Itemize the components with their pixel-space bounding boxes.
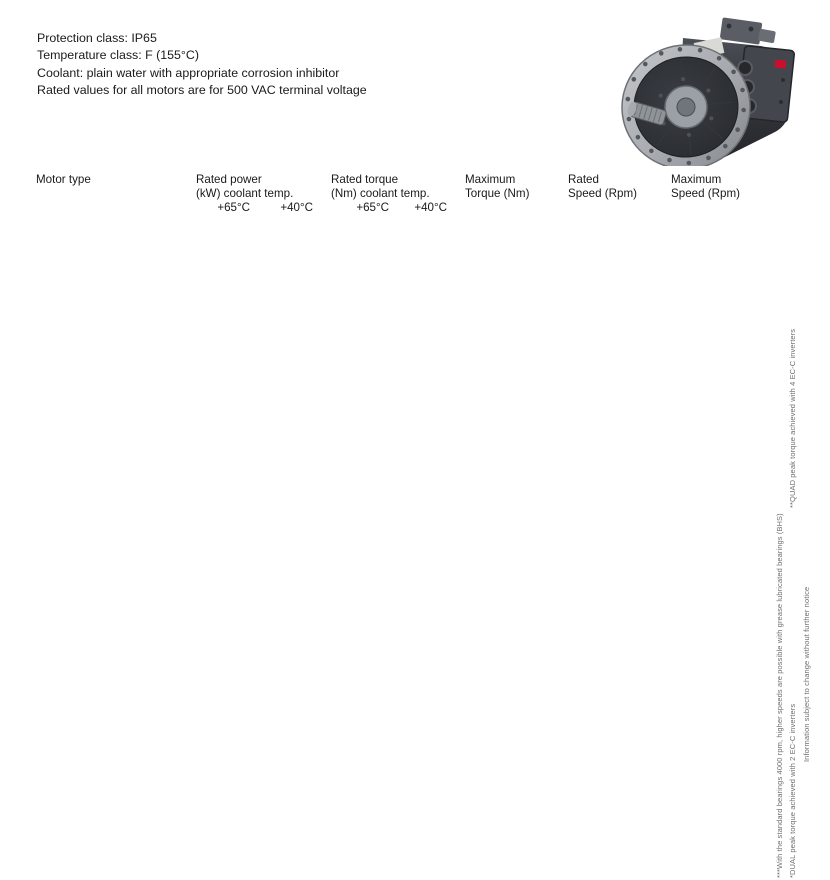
footnote-dual: *DUAL peak torque achieved with 2 EC-C inverters (788, 703, 797, 878)
header-power-65: +65°C (217, 201, 250, 214)
header-torque-40: +40°C (414, 201, 448, 214)
red-brand-label (775, 59, 787, 68)
header-max-torque-2: Torque (Nm) (465, 187, 530, 200)
header-max-speed-1: Maximum (671, 173, 722, 186)
header-rated-power: Rated power (196, 173, 262, 186)
header-rated-torque-sub: (Nm) coolant temp. (331, 187, 430, 200)
header-rated-speed-2: Speed (Rpm) (568, 187, 637, 200)
header-motor-type: Motor type (36, 173, 91, 186)
protection-class-line: Protection class: IP65 (37, 31, 157, 45)
header-rated-torque: Rated torque (331, 173, 399, 186)
motor-photo (593, 8, 830, 166)
footnote-subject-to-change: Information subject to change without further notice (802, 586, 811, 762)
footnote-quad: **QUAD peak torque achieved with 4 EC-C inverters (788, 328, 797, 508)
header-power-40: +40°C (280, 201, 313, 214)
header-rated-speed-1: Rated (568, 173, 599, 186)
footnote-bearings: ***With the standard bearings 4000 rpm, higher speeds are possible with grease lubricated bearings (BHS) (775, 513, 784, 878)
header-max-speed-2: Speed (Rpm) (671, 187, 740, 200)
motor-top-bracket (720, 17, 776, 44)
temperature-class-line: Temperature class: F (155°C) (37, 48, 199, 63)
table-header (33, 172, 780, 215)
spec-table (33, 172, 780, 215)
header-max-torque-1: Maximum (465, 173, 516, 186)
header-rated-power-sub: (kW) coolant temp. (196, 187, 294, 200)
header-torque-65: +65°C (356, 201, 389, 214)
spec-info-block (37, 30, 367, 100)
rated-values-line: Rated values for all motors are for 500 VAC terminal voltage (37, 83, 367, 98)
coolant-line: Coolant: plain water with appropriate corrosion inhibitor (37, 65, 340, 80)
